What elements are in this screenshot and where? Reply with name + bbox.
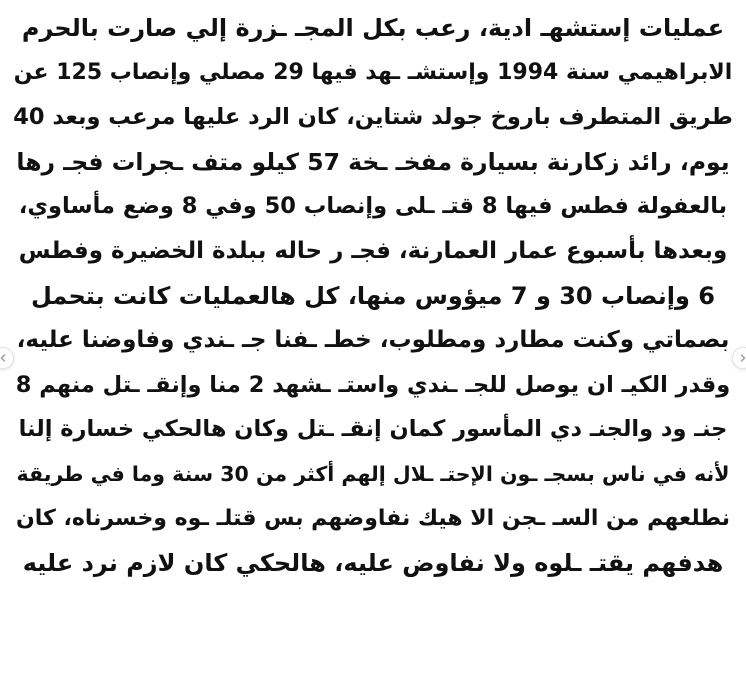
arabic-text-block: [12, 6, 734, 586]
text-line: لأنه في ناس بسجـ ـون الإحتـ ـلال إلهم أكثر من 30 سنة وما في طريقة: [16, 461, 730, 486]
chevron-left-icon: [0, 353, 8, 363]
text-line: وبعدها بأسبوع عمار العمارنة، فجـ ر حاله ببلدة الخضيرة وفطس: [18, 237, 728, 264]
text-line: بصماتي وكنت مطارد ومطلوب، خطـ ـفنا جـ ـندي وفاوضنا عليه،: [16, 327, 730, 354]
text-line: عمليات إستشهـ ادية، رعب بكل المجـ ـزرة إلي صارت بالحرم: [21, 14, 725, 42]
text-line: نطلعهم من السـ ـجن الا هيك نفاوضهم بس قتلـ ـوه وخسرناه، كان: [16, 505, 730, 531]
text-line: وقدر الكيـ ان يوصل للجـ ـندي واستـ ـشهد 2 منا وإنقـ ـتل منهم 8: [15, 371, 731, 398]
text-line: الابراهيمي سنة 1994 وإستشـ ـهد فيها 29 مصلي وإنصاب 125 عن: [13, 59, 733, 85]
text-line: بالعفولة فطس فيها 8 قتـ ـلى وإنصاب 50 وفي 8 وضع مأساوي،: [18, 193, 728, 220]
text-line: 6 وإنصاب 30 و 7 ميؤوس منها، كل هالعمليات كانت بتحمل: [30, 281, 715, 310]
text-line: هدفهم يقتـ ـلوه ولا نفاوض عليه، هالحكي كان لازم نرد عليه: [22, 549, 724, 578]
chevron-right-icon: [738, 353, 746, 363]
text-line: طريق المتطرف باروخ جولد شتاين، كان الرد عليها مرعب وبعد 40: [13, 104, 733, 131]
text-line: يوم، رائد زكارنة بسيارة مفخـ ـخة 57 كيلو متف ـجرات فجـ رها: [16, 147, 730, 176]
text-line: جنـ ود والجنـ دي المأسور كمان إنقـ ـتل وكان هالحكي خسارة إلنا: [18, 416, 728, 443]
next-slide-button[interactable]: [732, 347, 746, 369]
